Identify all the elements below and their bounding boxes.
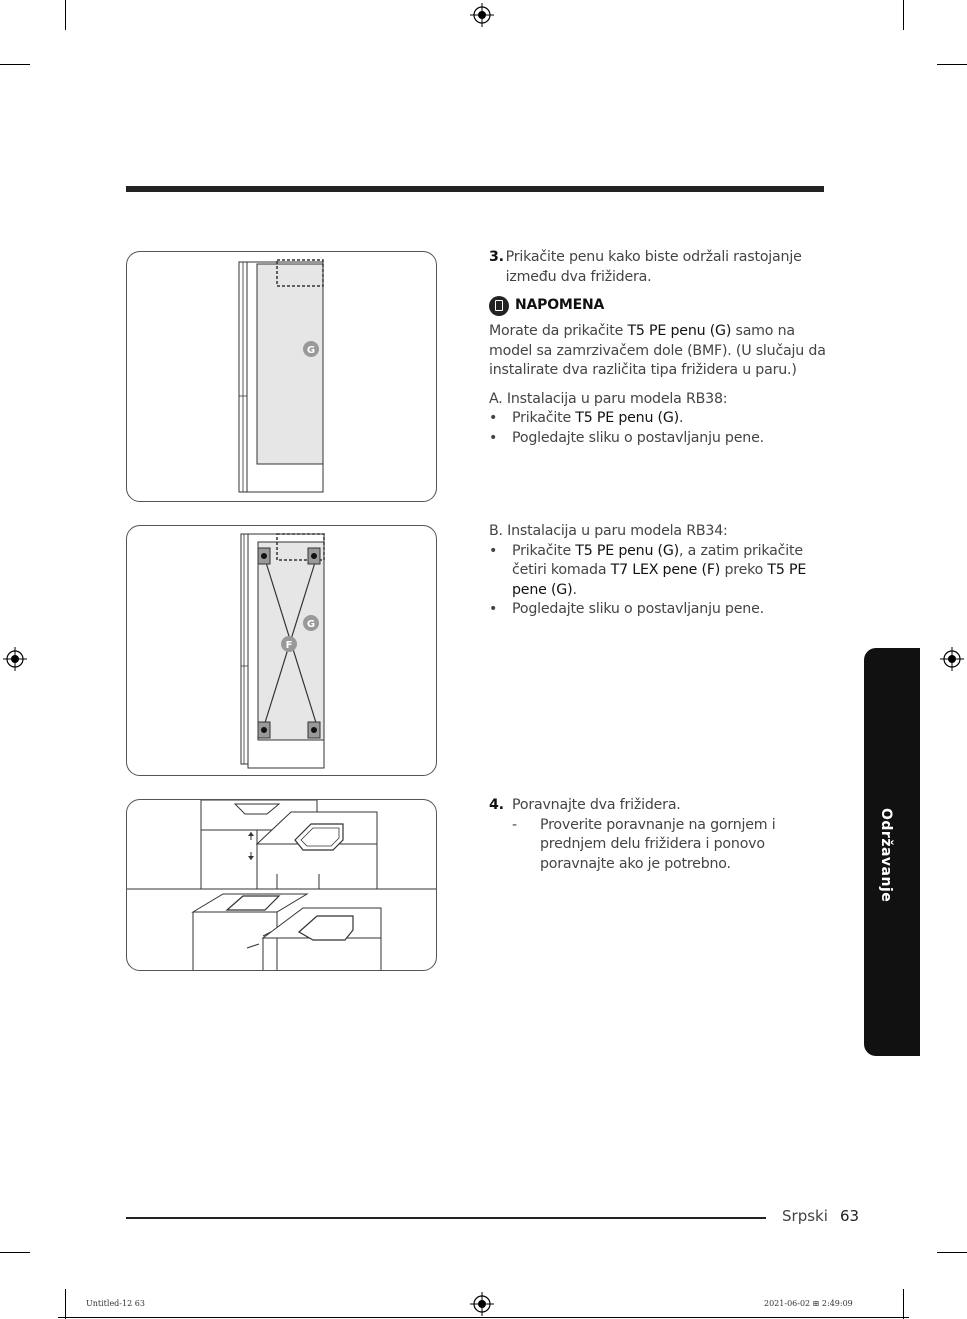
step-number: 3. [489,249,504,265]
step3-block [489,248,829,448]
crop-mark [937,1252,967,1253]
crop-mark [58,1317,909,1318]
list-item: • Prikačite T5 PE penu (G). [489,410,684,426]
fridge-foam-layout-illustration [127,526,437,776]
part-a-heading: A. Instalacija u paru modela RB38: [489,390,728,407]
note-text: Morate da prikačite T5 PE penu (G) samo na model sa zamrzivačem dole (BMF). (U slučaju da instalirate dva različita tipa frižidera u paru.) [489,323,826,378]
step-text: Prikačite penu kako biste održali rastojanje između dva frižidera. [505,249,802,285]
note-heading [489,296,829,316]
label-g: G [306,619,316,630]
figure-rb38 [126,251,437,502]
footer-language: Srpski [782,1207,828,1225]
header-rule [126,186,824,192]
list-item: • Pogledajte sliku o postavljanju pene. [489,601,764,617]
crop-mark [903,0,904,30]
print-info-left: Untitled-12 63 [86,1299,145,1308]
crop-mark [0,1252,30,1253]
part-b-heading: B. Instalacija u paru modela RB34: [489,523,728,539]
list-item: • Pogledajte sliku o postavljanju pene. [489,429,764,446]
label-g: G [306,345,316,356]
registration-mark-icon [3,647,27,671]
registration-mark-icon [470,1292,494,1316]
label-f: F [285,640,293,651]
section-tab: Održavanje [864,648,920,1056]
figure-alignment [126,799,437,971]
step-text: Poravnajte dva frižidera. [512,797,681,813]
note-icon [489,296,509,316]
print-info-right: 2021-06-02 ⊞ 2:49:09 [764,1299,853,1308]
note-label: NAPOMENA [515,297,605,314]
part-b-block [489,522,829,620]
figure-rb34 [126,525,437,776]
crop-mark [903,1289,904,1319]
fridge-alignment-illustration [127,800,437,971]
crop-mark [65,0,66,30]
step-number: 4. [489,797,504,813]
registration-mark-icon [940,647,964,671]
step4-block [489,796,829,874]
registration-mark-icon [470,3,494,27]
fridge-side-illustration [127,252,437,502]
page-number: 63 [840,1207,860,1225]
sub-item: - Proverite poravnanje na gornjem i prednjem delu frižidera i ponovo poravnajte ako je potrebno. [512,816,776,872]
crop-mark [937,64,967,65]
footer-rule [126,1217,766,1219]
crop-mark [65,1289,66,1319]
crop-mark [0,64,30,65]
list-item: • Prikačite T5 PE penu (G), a zatim prikačite četiri komada T7 LEX pene (F) preko T5 PE pene (G). [489,542,807,598]
